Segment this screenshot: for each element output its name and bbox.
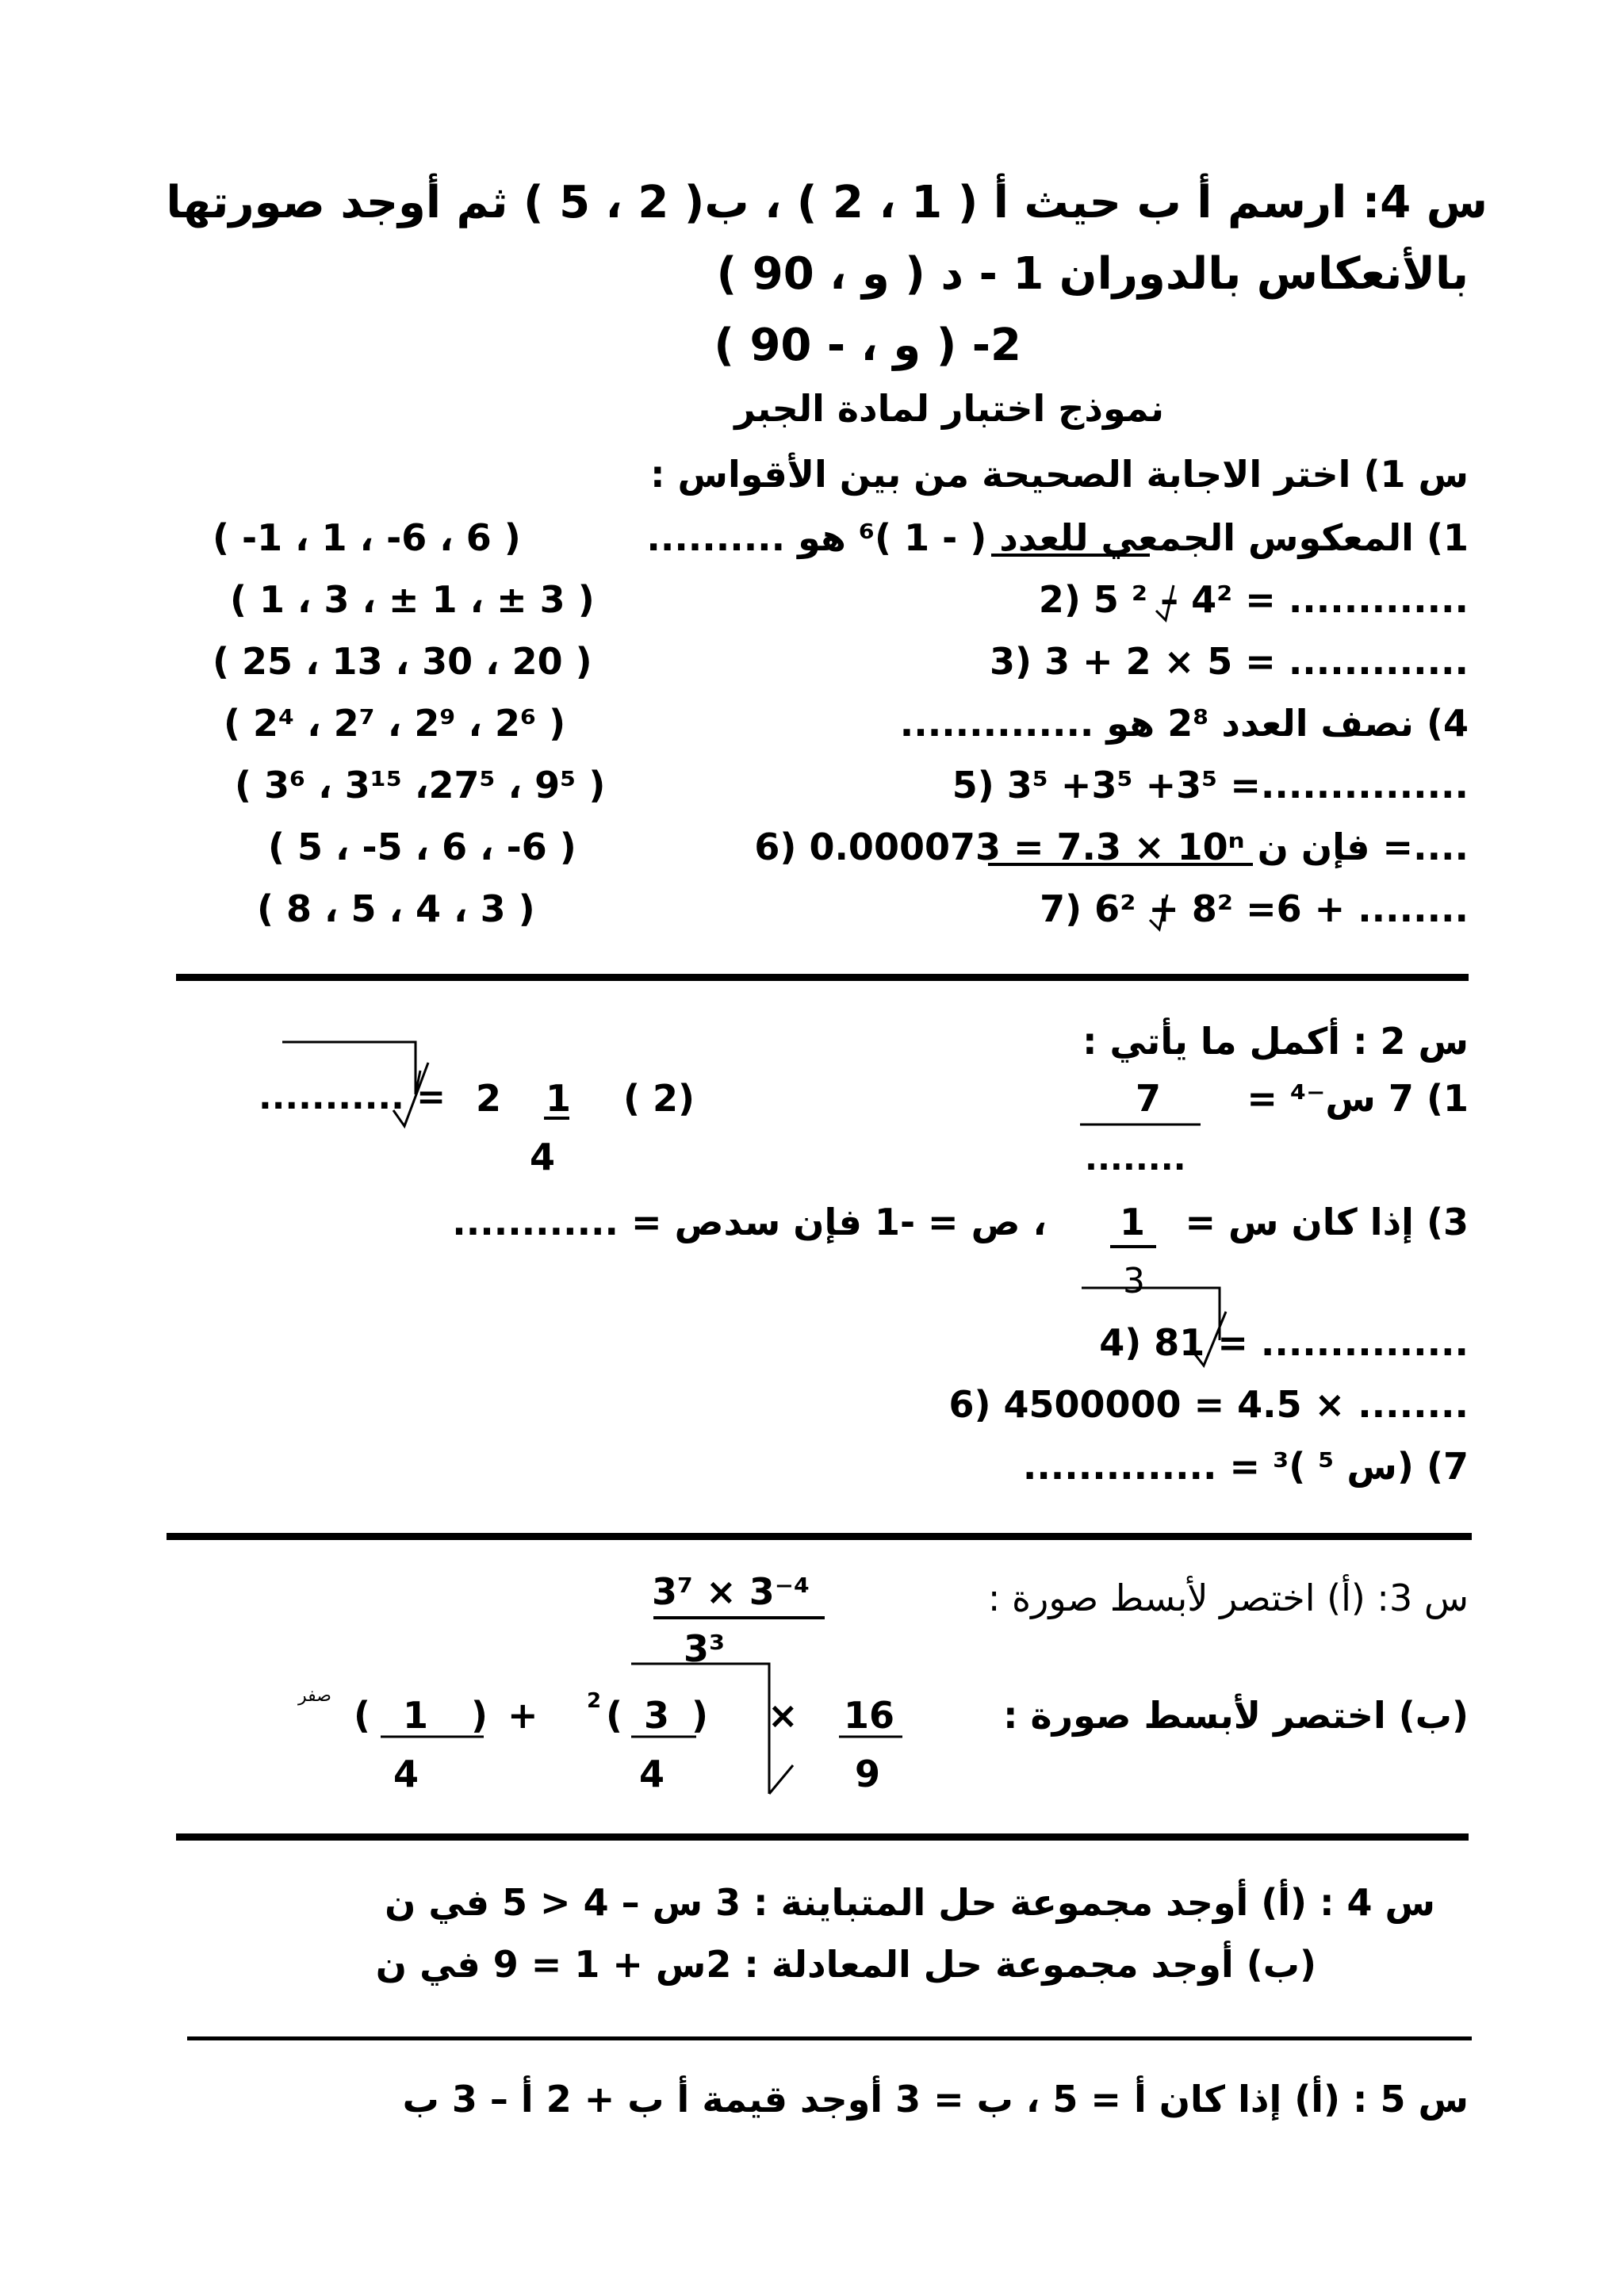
q1-item-6-choices: ( 5 ، -5 ، 6 ، -6 )	[268, 826, 576, 868]
q1-item-3-choices: ( 25 ، 13 ، 30 ، 20 )	[213, 640, 592, 683]
q3-part-b-f1-num: 16	[844, 1694, 895, 1737]
q1-item-1-choices: ( -1 ، 1 ، -6 ، 6 )	[213, 516, 521, 559]
q2-item6: 6) 4500000 = 4.5 × ........	[948, 1383, 1469, 1426]
top-question-line2: بالأنعكاس بالدوران 1 - د ( و ، 90 )	[716, 248, 1469, 300]
q3-part-b-f3-paren-close: (	[354, 1694, 371, 1737]
q3-part-b-f2-paren-close: (	[606, 1694, 623, 1737]
q3-part-b-plus: +	[508, 1694, 538, 1737]
q1-item-5-question: 5) 3⁵ +3⁵ +3⁵ =...............	[952, 764, 1469, 807]
q1-header: س 1) اختر الاجابة الصحيحة من بين الأقواس :	[650, 453, 1469, 496]
q2-item4: 4) 81 = ...............	[1099, 1321, 1469, 1364]
q2-item3-rest: ، ص = -1 فإن سدص = ............	[452, 1201, 1047, 1243]
q5-line1: س 5 : (أ) إذا كان أ = 5 ، ب = 3 أوجد قيمة أ ب + 2 أ – 3 ب	[402, 2078, 1469, 2121]
q2-item7: 7) (س ⁵ )³ = ..............	[1022, 1445, 1469, 1488]
q3-part-a-numerator: 3⁻⁴ × 3⁷	[652, 1570, 810, 1613]
q1-item-3-question: 3) 3 + 2 × 5 = .............	[990, 640, 1469, 683]
q1-item-1-question: 1) المعكوس الجمعي للعدد ( - 1 )⁶ هو ..........	[646, 516, 1469, 559]
q3-part-b-f2-num: 3	[644, 1694, 670, 1737]
q2-item2-num: 1	[546, 1077, 572, 1120]
q4-line2: (ب) أوجد مجموعة حل المعادلة : 2س + 1 = 9 في ن	[375, 1943, 1316, 1986]
q2-item3-label: 3) إذا كان س =	[1185, 1201, 1469, 1243]
top-question-line3: 2- ( و ، - 90 )	[714, 320, 1021, 371]
top-question-line1: س 4: ارسم أ ب حيث أ ( 1 ، 2 ) ، ب( 2 ، 5 ) ثم أوجد صورتها	[166, 177, 1488, 228]
divider-3	[176, 1833, 1469, 1841]
q3-part-a-label: س 3: (أ) اختصر لأبسط صورة :	[987, 1577, 1469, 1619]
q3-part-b-exp0: صفر	[298, 1686, 331, 1706]
q2-item1-denominator: ........	[1085, 1139, 1186, 1178]
q1-item-7-question: 7) 6² + 8² =6 + ........	[1040, 887, 1469, 930]
q1-item-5-choices: ( 3⁶ ، 3¹⁵ ،27⁵ ، 9⁵ )	[235, 764, 606, 807]
q3-part-b-f2-paren-open: )	[691, 1694, 709, 1737]
q1-item-4-choices: ( 2⁴ ، 2⁷ ، 2⁹ ، 2⁶ )	[224, 702, 566, 745]
q3-part-b-label: (ب) اختصر لأبسط صورة :	[1003, 1694, 1469, 1737]
q3-part-b-f3-den: 4	[393, 1753, 419, 1795]
q3-part-b-times: ×	[768, 1694, 799, 1737]
q2-item1-numerator: 7	[1136, 1077, 1162, 1120]
q2-item2-label: ( 2)	[623, 1077, 695, 1120]
exam-title: نموذج اختبار لمادة الجبر	[734, 387, 1164, 430]
q4-line1: س 4 : (أ) أوجد مجموعة حل المتباينة : 3 س – 4 < 5 في ن	[385, 1881, 1435, 1924]
q2-item1-label: 1) 7 س⁻⁴ =	[1247, 1077, 1469, 1120]
q3-part-a-denominator: 3³	[684, 1627, 726, 1670]
q2-item2-den: 4	[530, 1136, 556, 1178]
q1-item-2-choices: ( 1 ، 3 ، ± 1 ، ± 3 )	[230, 578, 595, 621]
q2-item2-result: = ...........	[259, 1077, 446, 1117]
q1-item-7-choices: ( 8 ، 5 ، 4 ، 3 )	[257, 887, 535, 930]
divider-2	[167, 1533, 1472, 1540]
q1-item-4-question: 4) نصف العدد 2⁸ هو ..............	[899, 702, 1469, 745]
q2-item3-num: 1	[1120, 1201, 1146, 1243]
q3-part-b-f3-paren-open: )	[471, 1694, 488, 1737]
q2-header: س 2 : أكمل ما يأتي :	[1082, 1020, 1469, 1063]
q1-item-2-question: 2) 5 ² – 4² = .............	[1038, 578, 1469, 621]
q3-part-b-f1-den: 9	[855, 1753, 881, 1795]
q3-part-b-f2-den: 4	[639, 1753, 665, 1795]
divider-4	[187, 2036, 1472, 2040]
q3-part-b-exp2: 2	[587, 1689, 602, 1713]
divider-1	[176, 974, 1469, 981]
q1-item-6-question: 6) 0.000073 = 7.3 × 10ⁿ فإن ن =....	[754, 826, 1469, 868]
q3-part-b-f3-num: 1	[403, 1694, 429, 1737]
q2-item3-den: 3	[1123, 1261, 1145, 1301]
q2-item2-whole: 2	[476, 1077, 502, 1120]
